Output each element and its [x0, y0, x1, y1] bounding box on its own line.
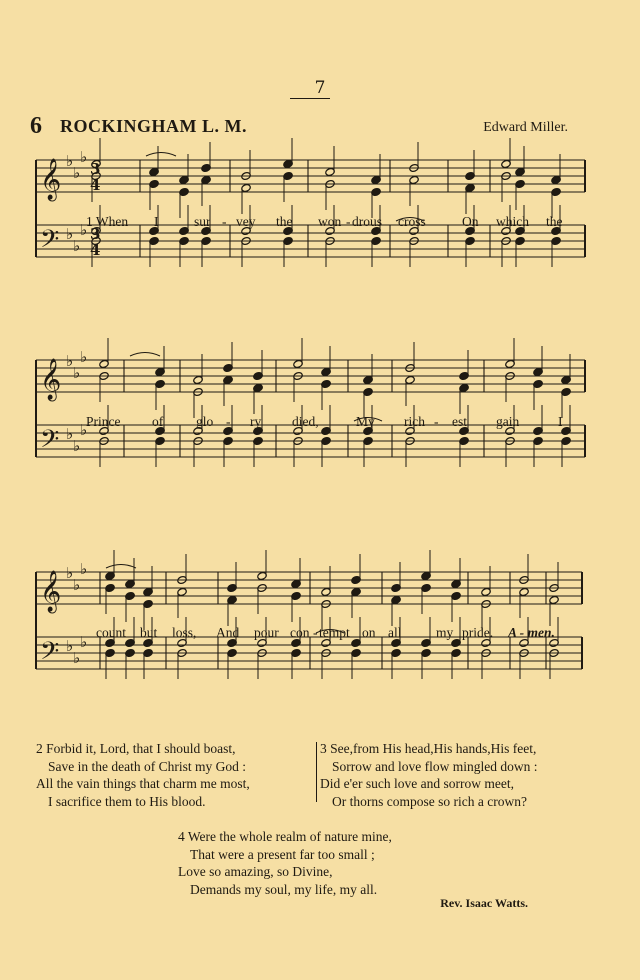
stanza-line: Save in the death of Christ my God : — [48, 758, 246, 774]
slur — [106, 565, 136, 569]
lyric-syllable: 1 When — [86, 214, 129, 229]
treble-clef: 𝄞 — [40, 571, 62, 612]
lyric-syllable: sur — [194, 214, 211, 229]
lyric-syllable: On — [462, 214, 479, 229]
stanza-line: Demands my soul, my life, my all. — [190, 881, 378, 897]
treble-clef: 𝄞 — [40, 359, 62, 400]
author-credit: Rev. Isaac Watts. — [440, 896, 528, 910]
stanza-line: Sorrow and love flow mingled down : — [332, 758, 538, 774]
flat-sign: ♭ — [73, 437, 81, 455]
stanza-3 — [320, 740, 537, 810]
stanza-line: 4 Were the whole realm of nature mine, — [178, 829, 392, 844]
lyric-syllable: drous — [352, 214, 382, 229]
lyric-syllable: but — [140, 625, 158, 640]
flat-sign: ♭ — [73, 649, 81, 667]
stanza-line: Did e'er such love and sorrow meet, — [320, 776, 514, 791]
lyric-syllable: all — [388, 625, 402, 640]
lyric-hyphen: - — [434, 414, 439, 429]
hymn-number: 6 — [30, 113, 42, 139]
flat-sign: ♭ — [66, 152, 74, 170]
flat-sign: ♭ — [80, 633, 88, 651]
lyric-syllable: count — [96, 625, 126, 640]
lyric-syllable: con — [290, 625, 310, 640]
bass-clef: 𝄢 — [40, 225, 60, 260]
lyric-syllable: the — [276, 214, 293, 229]
flat-sign: ♭ — [73, 237, 81, 255]
flat-sign: ♭ — [80, 348, 88, 366]
hymn-title: ROCKINGHAM L. M. — [60, 116, 247, 136]
stanza-line: 3 See,from His head,His hands,His feet, — [320, 741, 537, 756]
lyric-syllable: the — [546, 214, 563, 229]
lyric-syllable: won — [318, 214, 342, 229]
slur — [130, 353, 160, 357]
lyric-syllable: vey — [236, 214, 256, 229]
flat-sign: ♭ — [80, 221, 88, 239]
lyric-syllable: pride. — [462, 625, 494, 640]
stanza-line: 2 Forbid it, Lord, that I should boast, — [36, 741, 236, 756]
stanza-line: All the vain things that charm me most, — [36, 776, 250, 791]
lyric-syllable: cross — [398, 214, 426, 229]
time-signature: 3 — [90, 160, 101, 178]
lyric-syllable: gain — [496, 414, 520, 429]
page-number: 7 — [314, 78, 326, 98]
stanza-line: Love so amazing, so Divine, — [178, 864, 333, 879]
lyric-syllable: glo — [196, 414, 214, 429]
lyric-syllable: on — [362, 625, 376, 640]
stanza-line: That were a present far too small ; — [190, 846, 375, 862]
time-signature: 3 — [90, 225, 101, 243]
lyric-syllable: And — [216, 625, 240, 640]
lyric-syllable: ry — [250, 414, 262, 429]
amen-text: A - men. — [508, 625, 555, 640]
bass-clef: 𝄢 — [40, 425, 60, 460]
lyric-syllable: of — [152, 414, 164, 429]
treble-clef: 𝄞 — [40, 159, 62, 200]
lyric-hyphen: - — [346, 214, 351, 229]
composer-credit: Edward Miller. — [483, 120, 568, 135]
lyric-syllable: My — [356, 414, 375, 429]
flat-sign: ♭ — [80, 148, 88, 166]
lyric-hyphen: - — [226, 414, 231, 429]
lyric-syllable: loss, — [172, 625, 197, 640]
lyric-syllable: I — [154, 214, 159, 229]
flat-sign: ♭ — [66, 425, 74, 443]
time-signature: 4 — [90, 176, 101, 194]
slur — [146, 153, 176, 157]
stanza-4 — [178, 828, 392, 898]
flat-sign: ♭ — [66, 352, 74, 370]
flat-sign: ♭ — [66, 637, 74, 655]
flat-sign: ♭ — [80, 421, 88, 439]
flat-sign: ♭ — [73, 576, 81, 594]
time-signature: 4 — [90, 241, 101, 259]
flat-sign: ♭ — [66, 564, 74, 582]
bass-clef: 𝄢 — [40, 637, 60, 672]
lyric-syllable: I — [558, 414, 563, 429]
flat-sign: ♭ — [73, 364, 81, 382]
lyric-hyphen: - — [222, 214, 227, 229]
lyric-hyphen: - — [313, 625, 318, 640]
lyric-syllable: died, — [292, 414, 319, 429]
flat-sign: ♭ — [73, 164, 81, 182]
lyric-syllable: est — [452, 414, 467, 429]
flat-sign: ♭ — [66, 225, 74, 243]
lyric-syllable: tempt — [319, 625, 350, 640]
lyric-syllable: which — [496, 214, 529, 229]
stanza-line: Or thorns compose so rich a crown? — [332, 793, 527, 809]
stanza-divider — [316, 742, 317, 802]
flat-sign: ♭ — [80, 560, 88, 578]
stanza-2 — [36, 740, 250, 810]
lyric-syllable: pour — [254, 625, 279, 640]
lyric-syllable: Prince — [86, 414, 121, 429]
lyric-syllable: rich — [404, 414, 425, 429]
stanza-line: I sacrifice them to His blood. — [48, 793, 206, 809]
lyric-syllable: my — [436, 625, 454, 640]
